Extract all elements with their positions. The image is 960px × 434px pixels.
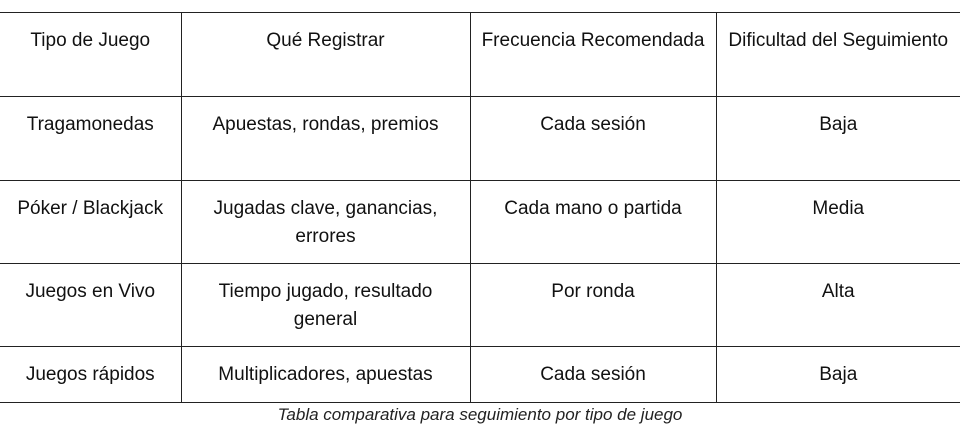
table-cell: Multiplicadores, apuestas [181, 347, 470, 403]
table-cell: Tragamonedas [0, 97, 181, 181]
header-que-registrar: Qué Registrar [181, 13, 470, 97]
table-cell: Baja [716, 347, 960, 403]
table-cell: Por ronda [470, 264, 716, 347]
table-cell: Alta [716, 264, 960, 347]
header-tipo-de-juego: Tipo de Juego [0, 13, 181, 97]
table-cell: Póker / Blackjack [0, 181, 181, 264]
table-cell: Juegos rápidos [0, 347, 181, 403]
comparison-table [0, 12, 960, 403]
table-cell: Cada sesión [470, 347, 716, 403]
header-frecuencia: Frecuencia Recomendada [470, 13, 716, 97]
table-cell: Apuestas, rondas, premios [181, 97, 470, 181]
table-row [0, 181, 960, 264]
table-cell: Jugadas clave, ganancias, errores [181, 181, 470, 264]
table-cell: Tiempo jugado, resultado general [181, 264, 470, 347]
header-dificultad: Dificultad del Seguimiento [716, 13, 960, 97]
table-row [0, 264, 960, 347]
table-cell: Juegos en Vivo [0, 264, 181, 347]
table-cell: Media [716, 181, 960, 264]
table-cell: Cada sesión [470, 97, 716, 181]
table-header-row [0, 13, 960, 97]
table-row [0, 347, 960, 403]
table-cell: Baja [716, 97, 960, 181]
table-row [0, 97, 960, 181]
table-caption: Tabla comparativa para seguimiento por tipo de juego [277, 405, 683, 424]
table-cell: Cada mano o partida [470, 181, 716, 264]
